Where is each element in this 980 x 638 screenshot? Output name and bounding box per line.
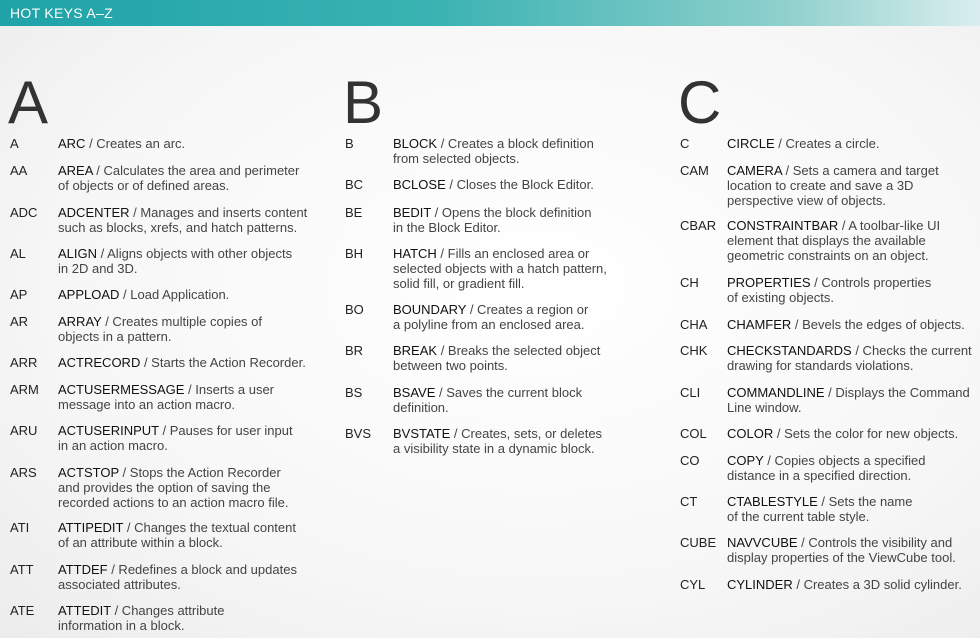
command-description: drawing for standards violations. — [727, 358, 914, 373]
command-description: / Sets the name — [817, 494, 913, 509]
command-description: perspective view of objects. — [727, 193, 886, 208]
command-name: ALIGN — [58, 246, 98, 261]
command-description: element that displays the available — [727, 233, 926, 248]
command-name: PROPERTIES — [727, 275, 811, 290]
command-description: / Load Application. — [119, 287, 230, 302]
hotkey-description — [393, 343, 648, 373]
hotkey-shortcut: CO — [680, 453, 700, 468]
command-name: HATCH — [393, 246, 437, 261]
hotkey-description — [58, 205, 313, 235]
section-letter: C — [678, 69, 722, 136]
command-name: ACTRECORD — [58, 355, 141, 370]
hotkey-shortcut: AA — [10, 163, 28, 178]
command-name: BOUNDARY — [393, 302, 467, 317]
command-name: ATTDEF — [58, 562, 108, 577]
command-name: CHECKSTANDARDS — [727, 343, 852, 358]
description-line — [727, 358, 977, 373]
hotkey-shortcut: BS — [345, 385, 363, 400]
command-name: CAMERA — [727, 163, 782, 178]
hotkey-shortcut: CH — [680, 275, 699, 290]
hotkey-shortcut: A — [10, 136, 19, 151]
description-line — [393, 151, 648, 166]
description-line — [58, 205, 313, 220]
description-line — [727, 577, 977, 592]
description-line — [58, 178, 313, 193]
hotkey-description — [727, 218, 977, 263]
description-line — [58, 397, 313, 412]
command-description: and provides the option of saving the — [58, 480, 271, 495]
command-name: BVSTATE — [393, 426, 451, 441]
hotkey-description — [58, 603, 313, 633]
command-description: a polyline from an enclosed area. — [393, 317, 585, 332]
hotkey-shortcut: ADC — [10, 205, 38, 220]
command-description: / Checks the current — [851, 343, 972, 358]
command-name: CYLINDER — [727, 577, 793, 592]
hotkey-description — [393, 136, 648, 166]
hotkey-description — [58, 246, 313, 276]
hotkey-description — [58, 382, 313, 412]
command-description: distance in a specified direction. — [727, 468, 912, 483]
hotkey-description — [58, 465, 313, 510]
command-description: solid fill, or gradient fill. — [393, 276, 525, 291]
command-description: definition. — [393, 400, 449, 415]
hotkey-shortcut: BO — [345, 302, 364, 317]
hotkey-shortcut: CBAR — [680, 218, 717, 233]
hotkey-description — [727, 275, 977, 305]
hotkey-shortcut: B — [345, 136, 354, 151]
hotkey-shortcut: CHA — [680, 317, 708, 332]
command-description: / Redefines a block and updates — [107, 562, 297, 577]
hotkey-description — [727, 343, 977, 373]
description-line — [58, 355, 313, 370]
command-description: of an attribute within a block. — [58, 535, 223, 550]
description-line — [58, 314, 313, 329]
hotkey-shortcut: COL — [680, 426, 707, 441]
command-name: BSAVE — [393, 385, 436, 400]
command-description: information in a block. — [58, 618, 185, 633]
command-name: NAVVCUBE — [727, 535, 798, 550]
command-name: ACTUSERMESSAGE — [58, 382, 185, 397]
description-line — [58, 329, 313, 344]
command-description: / Starts the Action Recorder. — [140, 355, 306, 370]
description-line — [727, 400, 977, 415]
command-description: location to create and save a 3D — [727, 178, 914, 193]
description-line — [393, 177, 648, 192]
description-line — [58, 520, 313, 535]
description-line — [727, 248, 977, 263]
description-line — [393, 343, 648, 358]
command-description: selected objects with a hatch pattern, — [393, 261, 607, 276]
command-description: / Closes the Block Editor. — [445, 177, 594, 192]
hotkey-description — [58, 136, 313, 151]
command-description: in the Block Editor. — [393, 220, 501, 235]
description-line — [393, 276, 648, 291]
command-description: / Pauses for user input — [158, 423, 293, 438]
description-line — [393, 136, 648, 151]
description-line — [58, 562, 313, 577]
description-line — [58, 618, 313, 633]
description-line — [727, 468, 977, 483]
command-description: / Saves the current block — [435, 385, 583, 400]
description-line — [58, 495, 313, 510]
description-line — [393, 441, 648, 456]
description-line — [393, 385, 648, 400]
description-line — [727, 275, 977, 290]
command-name: AREA — [58, 163, 93, 178]
command-description: / Creates multiple copies of — [101, 314, 262, 329]
description-line — [727, 163, 977, 178]
description-line — [393, 246, 648, 261]
command-description: / Changes attribute — [110, 603, 225, 618]
description-line — [727, 290, 977, 305]
command-description: / Aligns objects with other objects — [97, 246, 293, 261]
command-name: COLOR — [727, 426, 774, 441]
hotkey-shortcut: AP — [10, 287, 28, 302]
description-line — [58, 220, 313, 235]
hotkey-description — [58, 562, 313, 592]
command-description: Line window. — [727, 400, 802, 415]
hotkey-description — [393, 246, 648, 291]
command-description: / Creates a 3D solid cylinder. — [792, 577, 962, 592]
hotkey-shortcut: ATE — [10, 603, 35, 618]
section-letter: A — [8, 69, 49, 136]
section-letter: B — [343, 69, 384, 136]
command-description: / Displays the Command — [824, 385, 970, 400]
hotkey-shortcut: CYL — [680, 577, 706, 592]
hotkey-shortcut: C — [680, 136, 690, 151]
command-name: COPY — [727, 453, 764, 468]
description-line — [727, 494, 977, 509]
description-line — [393, 220, 648, 235]
hotkey-description — [727, 494, 977, 524]
command-name: ATTEDIT — [58, 603, 111, 618]
command-name: ACTSTOP — [58, 465, 119, 480]
command-name: ACTUSERINPUT — [58, 423, 159, 438]
hotkey-description — [393, 426, 648, 456]
hotkey-shortcut: ARS — [10, 465, 37, 480]
hotkey-description — [58, 520, 313, 550]
command-description: display properties of the ViewCube tool. — [727, 550, 956, 565]
hotkey-description — [393, 177, 648, 192]
hotkey-shortcut: BE — [345, 205, 363, 220]
hotkey-description — [58, 287, 313, 302]
description-line — [58, 163, 313, 178]
description-line — [727, 233, 977, 248]
hotkey-description — [393, 385, 648, 415]
hotkey-description — [727, 577, 977, 592]
description-line — [58, 535, 313, 550]
hotkey-shortcut: ATT — [10, 562, 34, 577]
description-line — [393, 205, 648, 220]
command-description: message into an action macro. — [58, 397, 236, 412]
command-description: / Changes the textual content — [123, 520, 296, 535]
hotkey-description — [58, 163, 313, 193]
command-name: CIRCLE — [727, 136, 775, 151]
description-line — [727, 218, 977, 233]
description-line — [727, 535, 977, 550]
hotkey-shortcut: ATI — [10, 520, 30, 535]
description-line — [58, 577, 313, 592]
command-name: ARRAY — [58, 314, 102, 329]
command-name: BREAK — [393, 343, 438, 358]
hotkey-description — [727, 136, 977, 151]
command-description: associated attributes. — [58, 577, 181, 592]
command-description: / Sets a camera and target — [781, 163, 939, 178]
description-line — [727, 385, 977, 400]
description-line — [58, 136, 313, 151]
hotkey-shortcut: ARM — [10, 382, 39, 397]
command-description: a visibility state in a dynamic block. — [393, 441, 595, 456]
command-description: of existing objects. — [727, 290, 834, 305]
hotkey-description — [727, 163, 977, 208]
description-line — [727, 343, 977, 358]
hotkey-shortcut: CT — [680, 494, 698, 509]
hotkey-description — [727, 385, 977, 415]
description-line — [727, 426, 977, 441]
hotkey-description — [727, 317, 977, 332]
hotkey-description — [393, 205, 648, 235]
hotkey-shortcut: ARR — [10, 355, 38, 370]
hotkey-shortcut: CHK — [680, 343, 708, 358]
command-description: / Controls the visibility and — [797, 535, 953, 550]
description-line — [58, 287, 313, 302]
hotkey-description — [727, 535, 977, 565]
command-description: / Calculates the area and perimeter — [92, 163, 300, 178]
command-name: ADCENTER — [58, 205, 130, 220]
hotkey-description — [58, 314, 313, 344]
command-name: ATTIPEDIT — [58, 520, 124, 535]
command-description: / Breaks the selected object — [437, 343, 601, 358]
command-name: BLOCK — [393, 136, 438, 151]
command-description: from selected objects. — [393, 151, 520, 166]
description-line — [58, 382, 313, 397]
command-description: such as blocks, xrefs, and hatch patterns. — [58, 220, 298, 235]
hotkey-shortcut: AL — [10, 246, 26, 261]
hotkey-shortcut: CLI — [680, 385, 701, 400]
command-name: BEDIT — [393, 205, 432, 220]
command-description: / Copies objects a specified — [763, 453, 926, 468]
command-description: in 2D and 3D. — [58, 261, 138, 276]
hotkey-description — [58, 355, 313, 370]
hotkey-shortcut: AR — [10, 314, 29, 329]
hotkey-description — [58, 423, 313, 453]
description-line — [393, 400, 648, 415]
hotkey-description — [727, 453, 977, 483]
command-description: / Creates an arc. — [85, 136, 186, 151]
command-description: / Stops the Action Recorder — [118, 465, 281, 480]
description-line — [393, 302, 648, 317]
hotkey-shortcut: BVS — [345, 426, 372, 441]
command-name: BCLOSE — [393, 177, 446, 192]
description-line — [727, 453, 977, 468]
command-description: / Creates a region or — [466, 302, 589, 317]
description-line — [58, 246, 313, 261]
command-description: in an action macro. — [58, 438, 168, 453]
hotkey-shortcut: BC — [345, 177, 364, 192]
description-line — [58, 465, 313, 480]
command-description: between two points. — [393, 358, 508, 373]
command-name: APPLOAD — [58, 287, 120, 302]
header-bar — [0, 0, 980, 26]
command-description: / Creates a circle. — [774, 136, 880, 151]
hotkey-shortcut: BH — [345, 246, 364, 261]
description-line — [58, 438, 313, 453]
hotkey-shortcut: CAM — [680, 163, 709, 178]
command-description: / Sets the color for new objects. — [773, 426, 959, 441]
description-line — [727, 193, 977, 208]
command-name: CTABLESTYLE — [727, 494, 818, 509]
description-line — [393, 261, 648, 276]
command-description: / Controls properties — [810, 275, 932, 290]
hotkey-description — [393, 302, 648, 332]
command-description: / Fills an enclosed area or — [436, 246, 590, 261]
command-description: of the current table style. — [727, 509, 870, 524]
command-name: CONSTRAINTBAR — [727, 218, 839, 233]
command-description: objects in a pattern. — [58, 329, 172, 344]
description-line — [58, 603, 313, 618]
page-title: HOT KEYS A–Z — [10, 5, 113, 21]
command-description: / Inserts a user — [184, 382, 275, 397]
description-line — [727, 509, 977, 524]
command-description: / A toolbar-like UI — [838, 218, 941, 233]
description-line — [727, 178, 977, 193]
command-description: recorded actions to an action macro file. — [58, 495, 289, 510]
command-description: / Opens the block definition — [431, 205, 592, 220]
command-description: of objects or of defined areas. — [58, 178, 230, 193]
description-line — [727, 317, 977, 332]
command-name: COMMANDLINE — [727, 385, 825, 400]
description-line — [727, 136, 977, 151]
description-line — [58, 423, 313, 438]
description-line — [393, 358, 648, 373]
hotkey-shortcut: CUBE — [680, 535, 717, 550]
command-description: geometric constraints on an object. — [727, 248, 929, 263]
command-description: / Bevels the edges of objects. — [791, 317, 965, 332]
command-name: ARC — [58, 136, 86, 151]
hotkey-shortcut: ARU — [10, 423, 38, 438]
command-description: / Creates a block definition — [437, 136, 594, 151]
description-line — [727, 550, 977, 565]
description-line — [58, 261, 313, 276]
command-name: CHAMFER — [727, 317, 792, 332]
command-description: / Creates, sets, or deletes — [450, 426, 603, 441]
description-line — [393, 317, 648, 332]
hotkey-shortcut: BR — [345, 343, 364, 358]
hotkey-description — [727, 426, 977, 441]
description-line — [393, 426, 648, 441]
command-description: / Manages and inserts content — [129, 205, 308, 220]
description-line — [58, 480, 313, 495]
